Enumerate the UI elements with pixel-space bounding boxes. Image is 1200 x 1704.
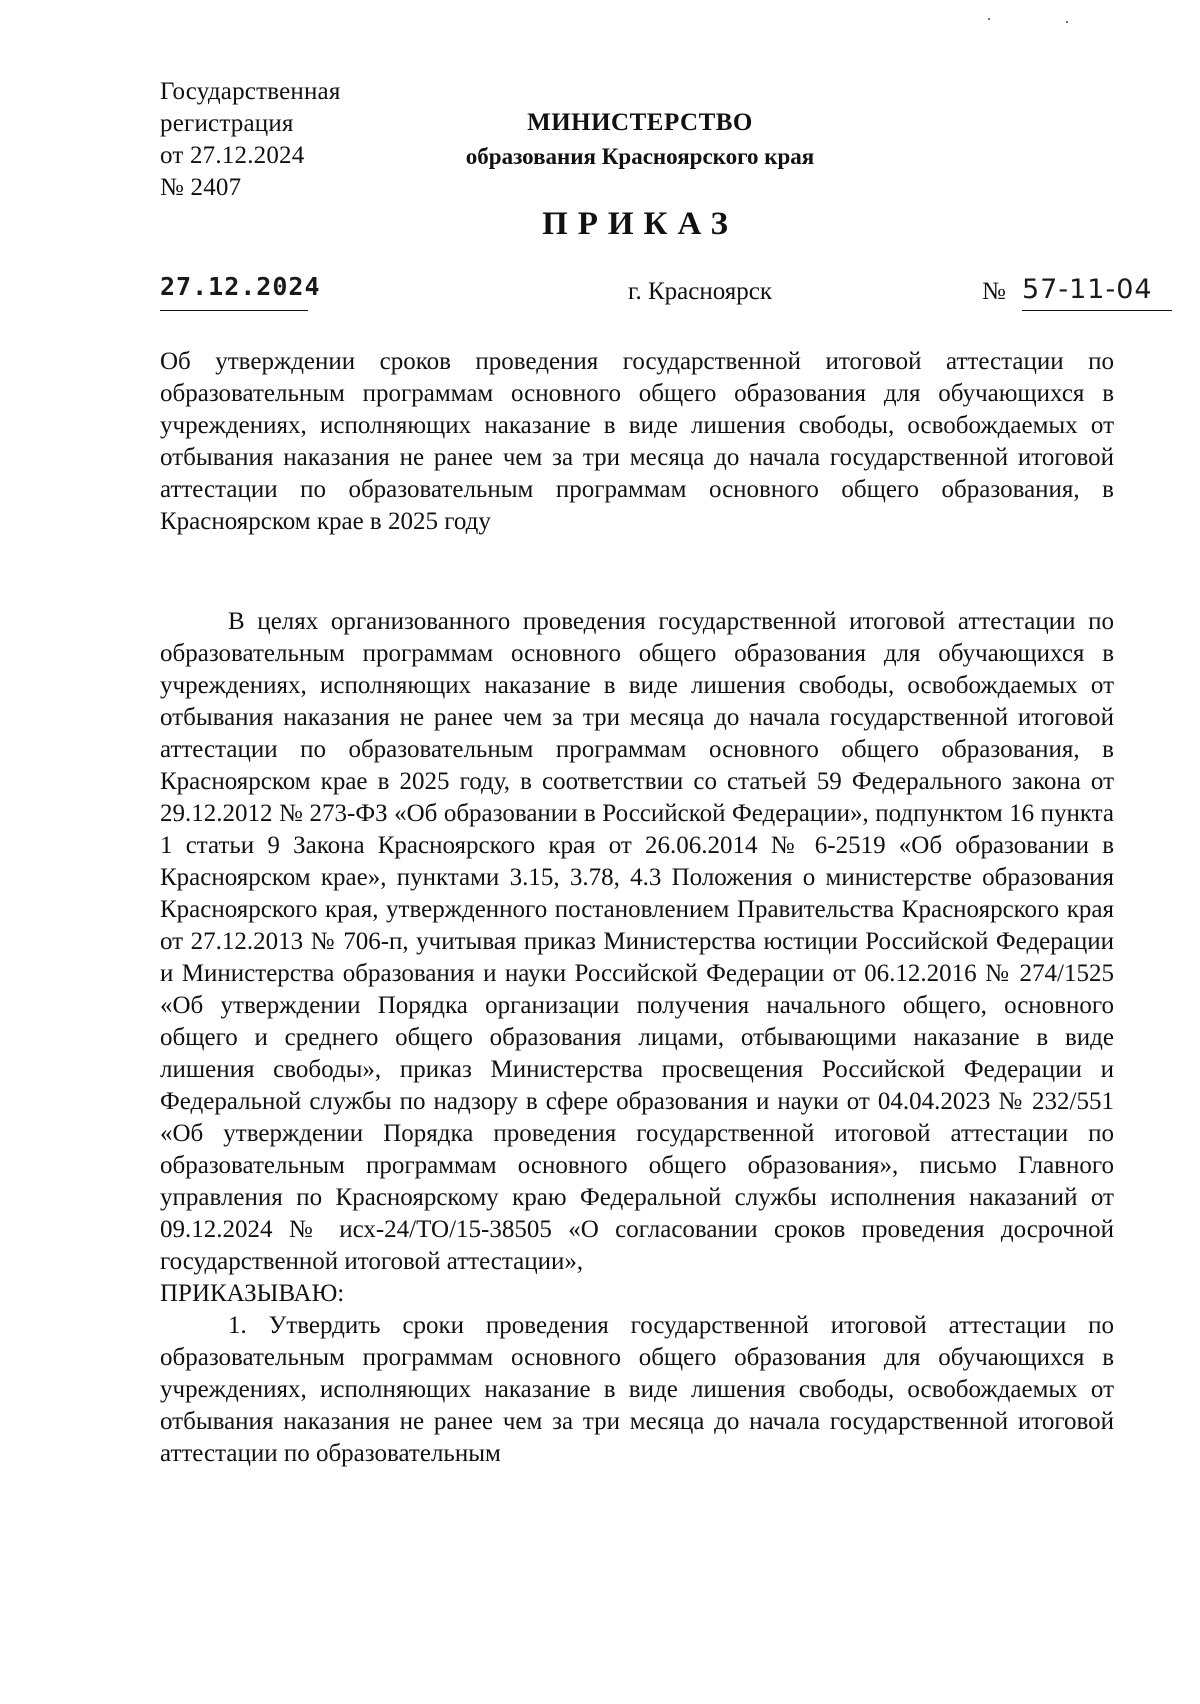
- registration-stamp: [160, 76, 341, 204]
- ministry-header: [420, 106, 860, 174]
- order-date-handwritten: 27.12.2024: [160, 272, 321, 301]
- document-type-title: ПРИКАЗ: [542, 206, 738, 242]
- registration-number: № 2407: [160, 174, 242, 201]
- order-number-label: №: [982, 278, 1006, 305]
- order-subject: Об утверждении сроков проведения государственной итоговой аттестации по образовательным программам основного общего образования для обучающихся в учреждениях, исполняющих наказание в виде лишения свободы, освобождаемых от отбывания наказания не ранее чем за три месяца до начала государственной итоговой аттестации по образовательным программам основного общего образования, в Красноярском крае в 2025 году: [160, 348, 1114, 535]
- command-word: ПРИКАЗЫВАЮ:: [160, 1280, 345, 1307]
- date-city-number-row: [160, 270, 1170, 318]
- number-underline: [1022, 310, 1172, 311]
- registration-line: регистрация: [160, 110, 294, 137]
- date-underline: [160, 310, 308, 311]
- order-item-1: 1. Утвердить сроки проведения государственной итоговой аттестации по образовательным программам основного общего образования для обучающихся в учреждениях, исполняющих наказание в виде лишения свободы, освобождаемых от отбывания наказания не ранее чем за три месяца до начала государственной итоговой аттестации по образовательным: [160, 1312, 1114, 1467]
- registration-date: от 27.12.2024: [160, 142, 305, 169]
- preamble-paragraph: В целях организованного проведения государственной итоговой аттестации по образовательным программам основного общего образования для обучающихся в учреждениях, исполняющих наказание в виде лишения свободы, освобождаемых от отбывания наказания не ранее чем за три месяца до начала государственной итоговой аттестации по образовательным программам основного общего образования, в Красноярском крае в 2025 году, в соответствии со статьей 59 Федерального закона от 29.12.2012 № 273-ФЗ «Об образовании в Российской Федерации», подпунктом 16 пункта 1 статьи 9 Закона Красноярского края от 26.06.2014 № 6-2519 «Об образовании в Красноярском крае», пунктами 3.15, 3.78, 4.3 Положения о министерстве образования Красноярского края, утвержденного постановлением Правительства Красноярского края от 27.12.2013 № 706-п, учитывая приказ Министерства юстиции Российской Федерации и Министерства образования и науки Российской Федерации от 06.12.2016 № 274/1525 «Об утверждении Порядка организации получения начального общего, основного общего и среднего общего образования лицами, отбывающими наказание в виде лишения свободы», приказ Министерства просвещения Российской Федерации и Федеральной службы по надзору в сфере образования и науки от 04.04.2023 № 232/551 «Об утверждении Порядка проведения государственной итоговой аттестации по образовательным программам основного общего образования», письмо Главного управления по Красноярскому краю Федеральной службы исполнения наказаний от 09.12.2024 № исх-24/ТО/15-38505 «О согласовании сроков проведения досрочной государственной итоговой аттестации»,: [160, 608, 1114, 1275]
- order-body: [160, 606, 1114, 1470]
- ministry-name: МИНИСТЕРСТВО: [527, 109, 753, 136]
- scan-speck: [1066, 21, 1068, 23]
- registration-line: Государственная: [160, 78, 341, 105]
- scan-speck: [988, 18, 990, 20]
- city-label: г. Красноярск: [628, 278, 772, 305]
- ministry-subtitle: образования Красноярского края: [465, 144, 815, 169]
- order-number-handwritten: 57-11-04: [1022, 274, 1153, 305]
